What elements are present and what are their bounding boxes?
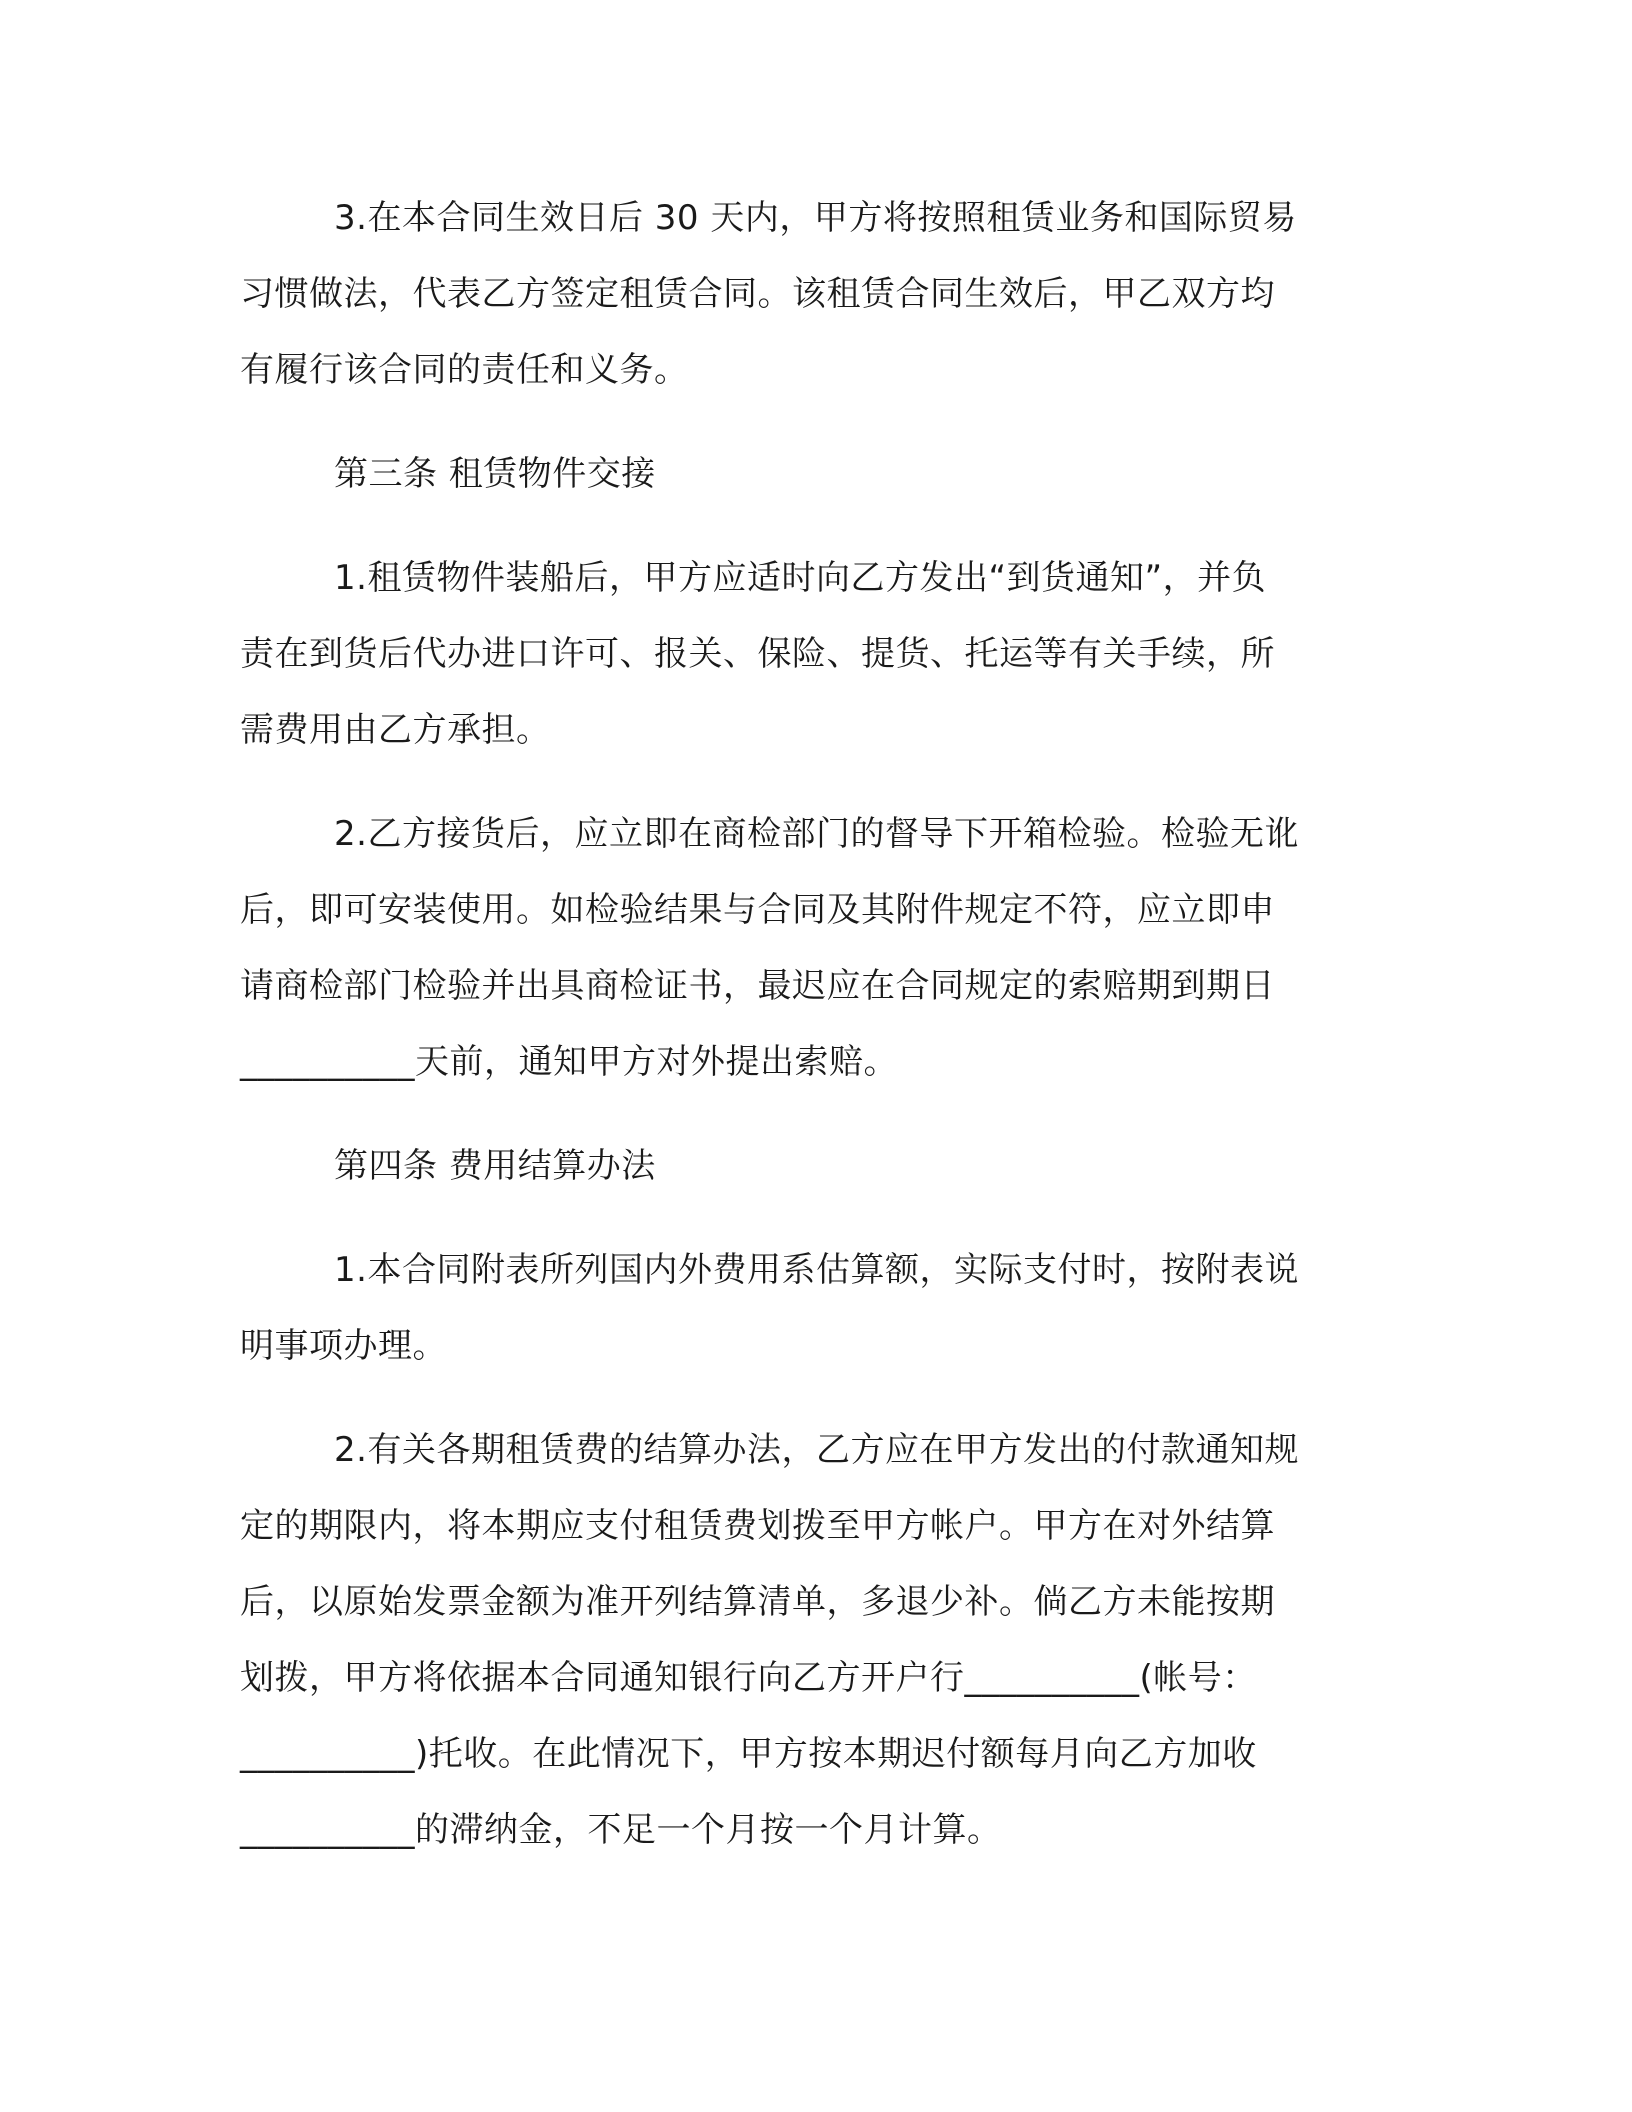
clause-3-1-line-1: 1.租赁物件装船后，甲方应适时向乙方发出“到货通知”，并负 bbox=[334, 558, 1267, 598]
para-3-line-1: 3.在本合同生效日后 30 天内，甲方将按照租赁业务和国际贸易 bbox=[334, 198, 1297, 238]
para-3-line-3: 有履行该合同的责任和义务。 bbox=[240, 350, 689, 390]
clause-4-2-line-5: __________)托收。在此情况下，甲方按本期迟付额每月向乙方加收 bbox=[240, 1734, 1257, 1774]
clause-4-2-line-6: __________的滞纳金，不足一个月按一个月计算。 bbox=[240, 1810, 1002, 1850]
clause-4-2-line-4: 划拨，甲方将依据本合同通知银行向乙方开户行__________(帐号： bbox=[240, 1658, 1257, 1698]
para-3-line-2: 习惯做法，代表乙方签定租赁合同。该租赁合同生效后，甲乙双方均 bbox=[240, 274, 1275, 314]
clause-4-2-line-2: 定的期限内，将本期应支付租赁费划拨至甲方帐户。甲方在对外结算 bbox=[240, 1506, 1275, 1546]
clause-4-1-line-1: 1.本合同附表所列国内外费用系估算额，实际支付时，按附表说 bbox=[334, 1250, 1299, 1290]
clause-3-1-line-3: 需费用由乙方承担。 bbox=[240, 710, 551, 750]
clause-4-2-line-1: 2.有关各期租赁费的结算办法，乙方应在甲方发出的付款通知规 bbox=[334, 1430, 1299, 1470]
section-heading-3: 第三条 租赁物件交接 bbox=[334, 454, 656, 494]
clause-3-2-line-1: 2.乙方接货后，应立即在商检部门的督导下开箱检验。检验无讹 bbox=[334, 814, 1299, 854]
section-heading-4: 第四条 费用结算办法 bbox=[334, 1146, 656, 1186]
clause-4-1-line-2: 明事项办理。 bbox=[240, 1326, 447, 1366]
clause-3-2-line-4: __________天前，通知甲方对外提出索赔。 bbox=[240, 1042, 898, 1082]
clause-3-2-line-2: 后，即可安装使用。如检验结果与合同及其附件规定不符，应立即申 bbox=[240, 890, 1275, 930]
clause-4-2-line-3: 后，以原始发票金额为准开列结算清单，多退少补。倘乙方未能按期 bbox=[240, 1582, 1275, 1622]
clause-3-2-line-3: 请商检部门检验并出具商检证书，最迟应在合同规定的索赔期到期日 bbox=[240, 966, 1275, 1006]
clause-3-1-line-2: 责在到货后代办进口许可、报关、保险、提货、托运等有关手续，所 bbox=[240, 634, 1275, 674]
